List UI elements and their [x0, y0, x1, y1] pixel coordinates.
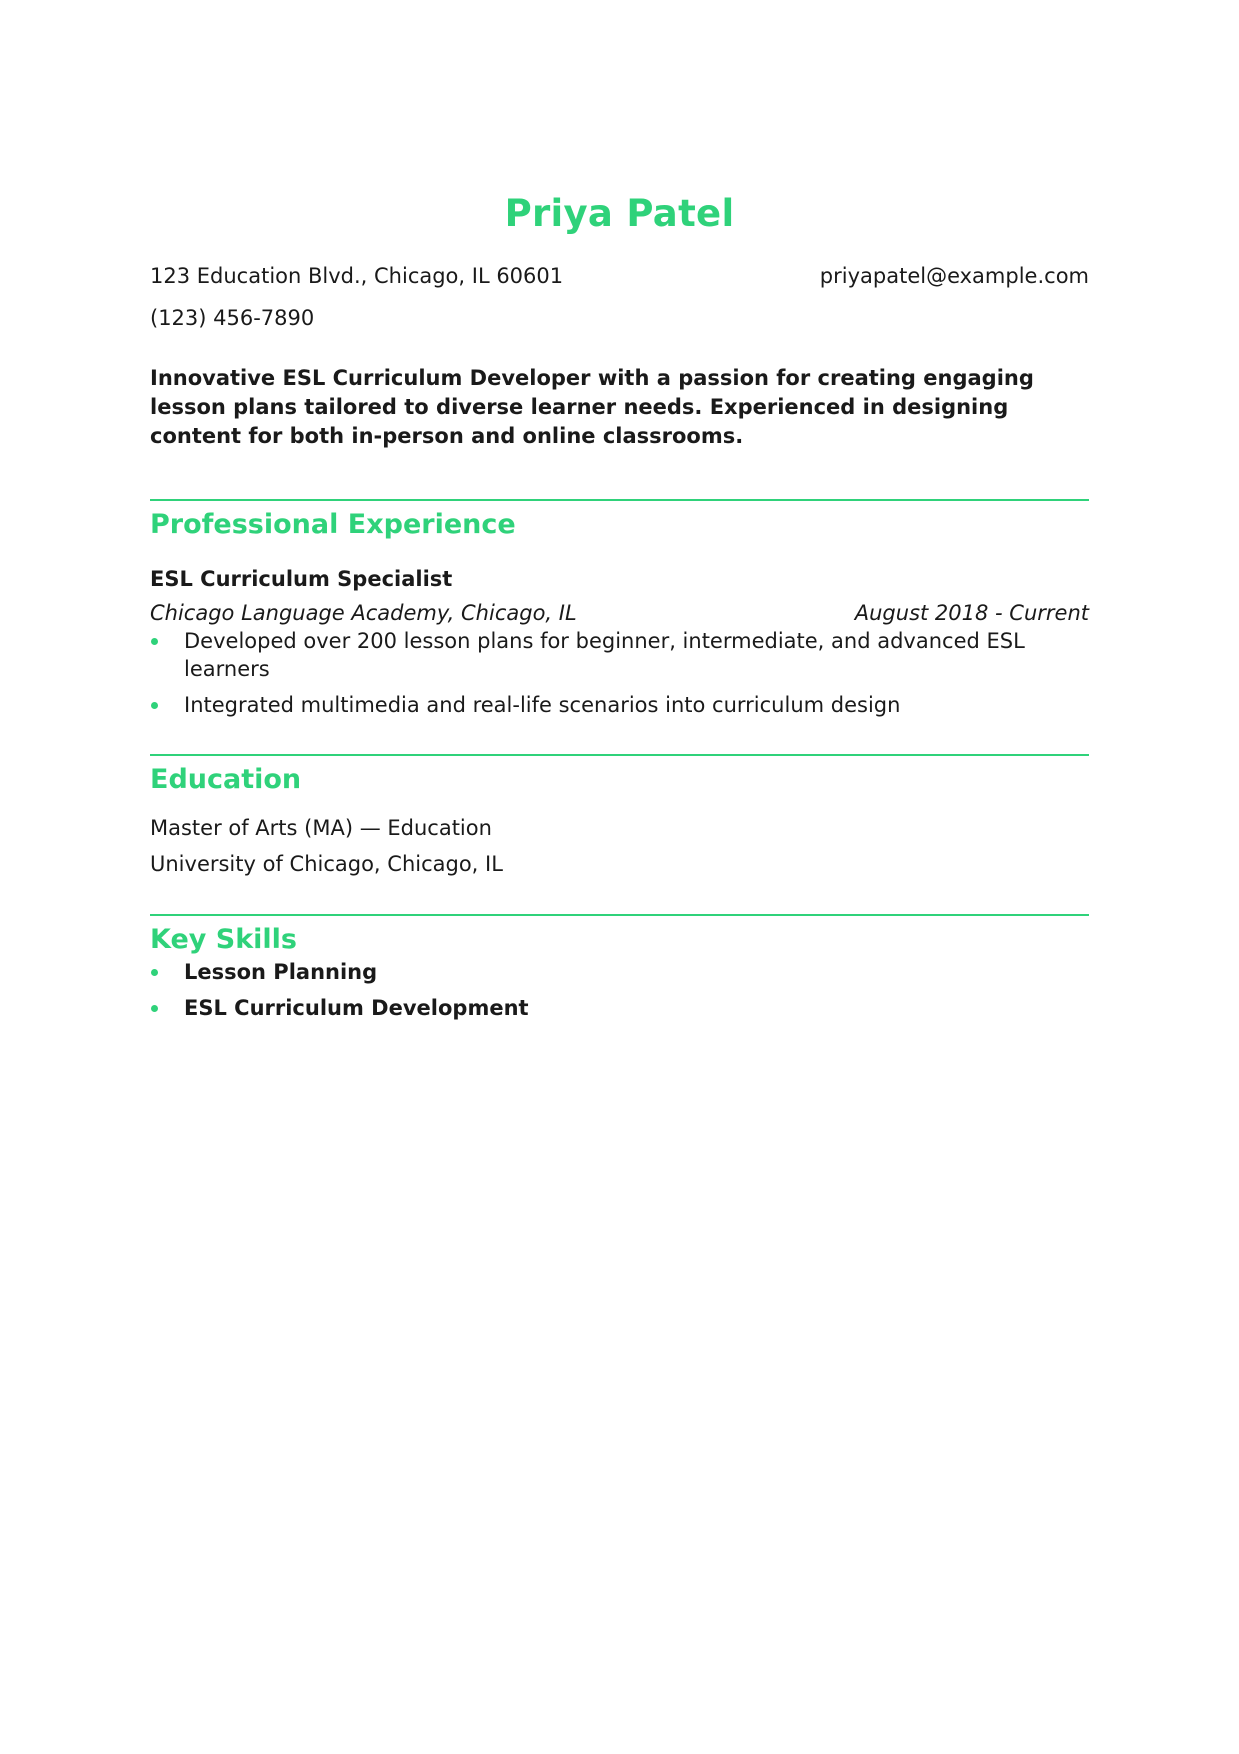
skills-list — [150, 958, 1089, 1022]
bullet-text: Integrated multimedia and real-life scenarios into curriculum design — [184, 693, 901, 717]
experience-heading: Professional Experience — [150, 509, 516, 540]
degree: Master of Arts (MA) — Education — [150, 816, 492, 840]
education-heading: Education — [150, 764, 302, 795]
bullet-dot-icon — [151, 638, 158, 645]
job-company: Chicago Language Academy, Chicago, IL — [150, 601, 577, 625]
bullet-text: Developed over 200 lesson plans for beginner, intermediate, and advanced ESL learners — [184, 629, 1025, 681]
candidate-name: Priya Patel — [504, 192, 735, 235]
professional-summary: Innovative ESL Curriculum Developer with a passion for creating engaging lesson plans tailored to diverse learner needs. Experienced in designing content for both in-person and online classrooms. — [150, 366, 1034, 448]
skills-heading: Key Skills — [150, 924, 297, 955]
address: 123 Education Blvd., Chicago, IL 60601 — [150, 264, 564, 288]
job-bullet-list — [150, 627, 1089, 719]
bullet-dot-icon — [151, 702, 158, 709]
list-item — [150, 994, 1089, 1022]
list-item — [150, 691, 1089, 719]
job-dates: August 2018 - Current — [854, 601, 1089, 625]
contact-row-secondary — [150, 304, 1089, 332]
phone: (123) 456-7890 — [150, 306, 315, 330]
contact-row-primary — [150, 262, 1089, 290]
list-item — [150, 958, 1089, 986]
experience-section — [150, 499, 1089, 719]
job-role: ESL Curriculum Specialist — [150, 567, 453, 591]
skill-text: Lesson Planning — [184, 960, 378, 984]
skills-section — [150, 914, 1089, 1022]
list-item — [150, 627, 1089, 683]
bullet-dot-icon — [151, 969, 158, 976]
education-section — [150, 754, 1089, 878]
bullet-dot-icon — [151, 1005, 158, 1012]
job-meta — [150, 599, 1089, 627]
email: priyapatel@example.com — [819, 264, 1089, 288]
skill-text: ESL Curriculum Development — [184, 996, 529, 1020]
school: University of Chicago, Chicago, IL — [150, 852, 503, 876]
